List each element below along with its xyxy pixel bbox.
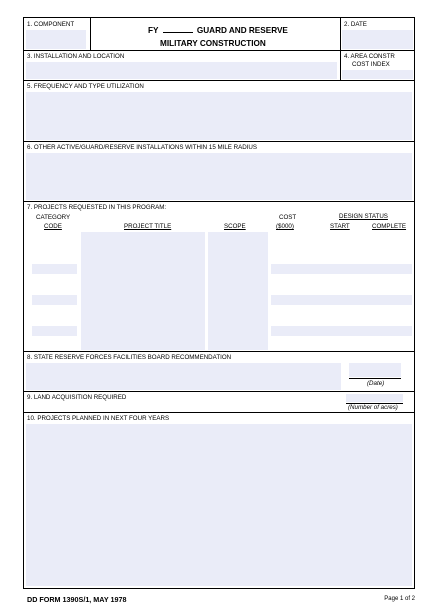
status-row-3[interactable]: [271, 326, 412, 336]
col-cost: COST: [279, 214, 297, 221]
title-fy: FY GUARD AND RESERVE: [148, 26, 288, 35]
col-cost-unit: ($000): [276, 223, 294, 230]
installation-row: [24, 51, 414, 81]
date-caption: (Date): [367, 380, 385, 387]
col-category: CATEGORY: [36, 214, 71, 221]
other-installations-row: [24, 142, 414, 202]
frequency-row: [24, 81, 414, 142]
page-number: Page 1 of 2: [384, 596, 415, 602]
projects-planned-label: 10. PROJECTS PLANNED IN NEXT FOUR YEARS: [27, 415, 170, 422]
code-row-3[interactable]: [32, 326, 77, 336]
frequency-field[interactable]: [26, 92, 412, 140]
col-scope: SCOPE: [224, 223, 246, 230]
land-acquisition-label: 9. LAND ACQUISITION REQUIRED: [27, 394, 127, 401]
projects-requested-label: 7. PROJECTS REQUESTED IN THIS PROGRAM:: [27, 204, 167, 211]
code-row-1[interactable]: [32, 264, 77, 274]
component-label: 1. COMPONENT: [27, 21, 75, 28]
projects-requested-row: [24, 202, 414, 352]
fy-blank[interactable]: [163, 32, 193, 33]
header-row: [24, 18, 414, 51]
other-installations-label: 6. OTHER ACTIVE/GUARD/RESERVE INSTALLATIONS WITHIN 15 MILE RADIUS: [27, 144, 258, 151]
acres-field[interactable]: [346, 394, 403, 402]
area-cost-field[interactable]: [342, 70, 413, 79]
col-start: START: [330, 223, 350, 230]
status-row-1[interactable]: [271, 264, 412, 274]
date-label: 2. DATE: [344, 21, 367, 28]
title-line2: MILITARY CONSTRUCTION: [160, 39, 266, 48]
projects-planned-row: [24, 413, 414, 589]
col-code: CODE: [44, 223, 62, 230]
recommendation-field[interactable]: [26, 363, 341, 390]
land-acquisition-row: [24, 392, 414, 413]
col-complete: COMPLETE: [372, 223, 407, 230]
frequency-label: 5. FREQUENCY AND TYPE UTILIZATION: [27, 83, 144, 90]
col-project-title: PROJECT TITLE: [124, 223, 172, 230]
acres-caption: (Number of acres): [348, 404, 398, 411]
form-number: DD FORM 1390S/1, MAY 1978: [27, 595, 127, 604]
installation-field[interactable]: [26, 62, 337, 79]
scope-column[interactable]: [208, 232, 268, 350]
area-cost-label-1: 4. AREA CONSTR: [344, 53, 395, 60]
code-row-2[interactable]: [32, 295, 77, 305]
recommendation-row: [24, 352, 414, 392]
installation-label: 3. INSTALLATION AND LOCATION: [27, 53, 125, 60]
recommendation-date-field[interactable]: [349, 363, 401, 377]
component-field[interactable]: [26, 30, 86, 49]
date-field[interactable]: [342, 30, 413, 49]
recommendation-label: 8. STATE RESERVE FORCES FACILITIES BOARD RECOMMENDATION: [27, 354, 232, 361]
status-row-2[interactable]: [271, 295, 412, 305]
col-design-status: DESIGN STATUS: [339, 213, 388, 220]
project-title-column[interactable]: [81, 232, 205, 350]
projects-planned-field[interactable]: [26, 424, 412, 586]
other-installations-field[interactable]: [26, 153, 412, 200]
dd-form-1390s: [23, 17, 415, 589]
area-cost-label-2: COST INDEX: [352, 61, 390, 68]
